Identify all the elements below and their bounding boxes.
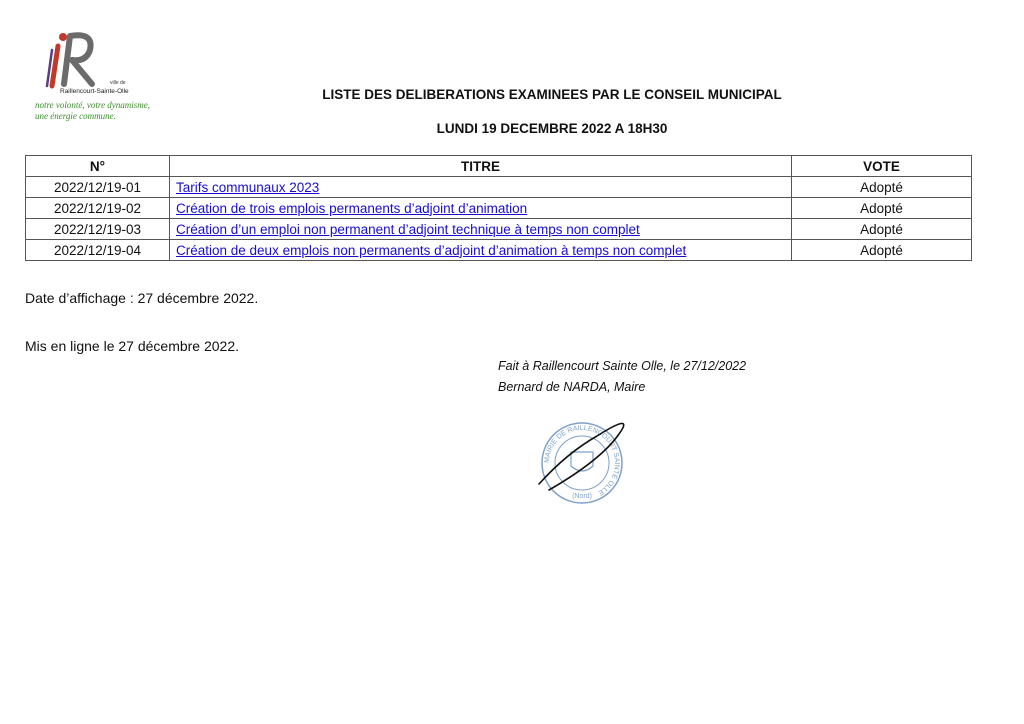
row-vote: Adopté bbox=[792, 240, 972, 261]
row-vote: Adopté bbox=[792, 198, 972, 219]
row-num: 2022/12/19-01 bbox=[26, 177, 170, 198]
document-title: LISTE DES DELIBERATIONS EXAMINEES PAR LE CONSEIL MUNICIPAL bbox=[322, 87, 782, 102]
row-vote: Adopté bbox=[792, 219, 972, 240]
table-header-row bbox=[26, 156, 972, 177]
deliberation-link[interactable]: Création de deux emplois non permanents d’adjoint d’animation à temps non complet bbox=[176, 242, 687, 258]
meeting-date: LUNDI 19 DECEMBRE 2022 A 18H30 bbox=[436, 121, 668, 136]
stamp-outer-ring bbox=[542, 423, 622, 503]
logo-town-name: Raillencourt-Sainte-Olle bbox=[60, 88, 129, 95]
deliberations-table bbox=[25, 155, 972, 261]
deliberation-link[interactable]: Tarifs communaux 2023 bbox=[176, 179, 320, 195]
row-titre-cell bbox=[170, 177, 792, 198]
logo-letter-r bbox=[64, 35, 92, 84]
stamp-ring-text: MAIRIE DE RAILLENCOURT SAINTE OLLE bbox=[543, 424, 621, 497]
mayor-stamp bbox=[527, 418, 637, 508]
logo-slogan-line1: notre volonté, votre dynamisme, bbox=[35, 100, 151, 110]
logo-dot bbox=[59, 33, 67, 41]
row-num: 2022/12/19-03 bbox=[26, 219, 170, 240]
table-row bbox=[26, 198, 972, 219]
online-date: Mis en ligne le 27 décembre 2022. bbox=[25, 338, 240, 354]
town-logo bbox=[30, 28, 170, 128]
signature-place-date: Fait à Raillencourt Sainte Olle, le 27/12/2022 bbox=[498, 359, 747, 373]
logo-slogan-line2: une énergie commune. bbox=[35, 111, 116, 121]
header-vote: VOTE bbox=[792, 156, 972, 177]
stamp-dept: (Nord) bbox=[572, 493, 592, 500]
row-num: 2022/12/19-04 bbox=[26, 240, 170, 261]
table-row bbox=[26, 177, 972, 198]
row-num: 2022/12/19-02 bbox=[26, 198, 170, 219]
logo-ville-text: ville de bbox=[110, 80, 126, 86]
deliberation-link[interactable]: Création de trois emplois permanents d’adjoint d’animation bbox=[176, 200, 528, 216]
table-row bbox=[26, 240, 972, 261]
deliberation-link[interactable]: Création d’un emploi non permanent d’adjoint technique à temps non complet bbox=[176, 221, 640, 237]
header-num: N° bbox=[26, 156, 170, 177]
row-titre-cell bbox=[170, 240, 792, 261]
table-row bbox=[26, 219, 972, 240]
posting-date: Date d’affichage : 27 décembre 2022. bbox=[25, 290, 259, 306]
header-titre: TITRE bbox=[170, 156, 792, 177]
signatory-name: Bernard de NARDA, Maire bbox=[498, 380, 646, 394]
row-titre-cell bbox=[170, 219, 792, 240]
row-titre-cell bbox=[170, 198, 792, 219]
row-vote: Adopté bbox=[792, 177, 972, 198]
